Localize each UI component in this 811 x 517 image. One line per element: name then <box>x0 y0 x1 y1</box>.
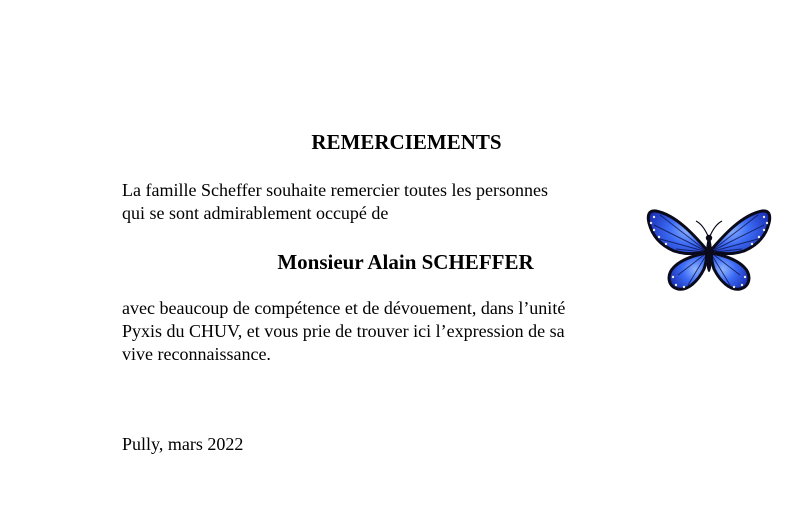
body-line: avec beaucoup de compétence et de dévouement, dans l’unité <box>122 298 566 318</box>
place-date: Pully, mars 2022 <box>122 434 244 454</box>
intro-paragraph <box>122 179 642 225</box>
body-line: Pyxis du CHUV, et vous prie de trouver ici l’expression de sa <box>122 321 565 341</box>
body-line: vive reconnaissance. <box>122 344 271 364</box>
butterfly-icon <box>646 205 772 295</box>
intro-line: qui se sont admirablement occupé de <box>122 203 389 223</box>
intro-line: La famille Scheffer souhaite remercier toutes les personnes <box>122 180 548 200</box>
document-title: REMERCIEMENTS <box>311 130 502 154</box>
honoree-name: Monsieur Alain SCHEFFER <box>277 250 534 274</box>
body-paragraph <box>122 297 642 366</box>
